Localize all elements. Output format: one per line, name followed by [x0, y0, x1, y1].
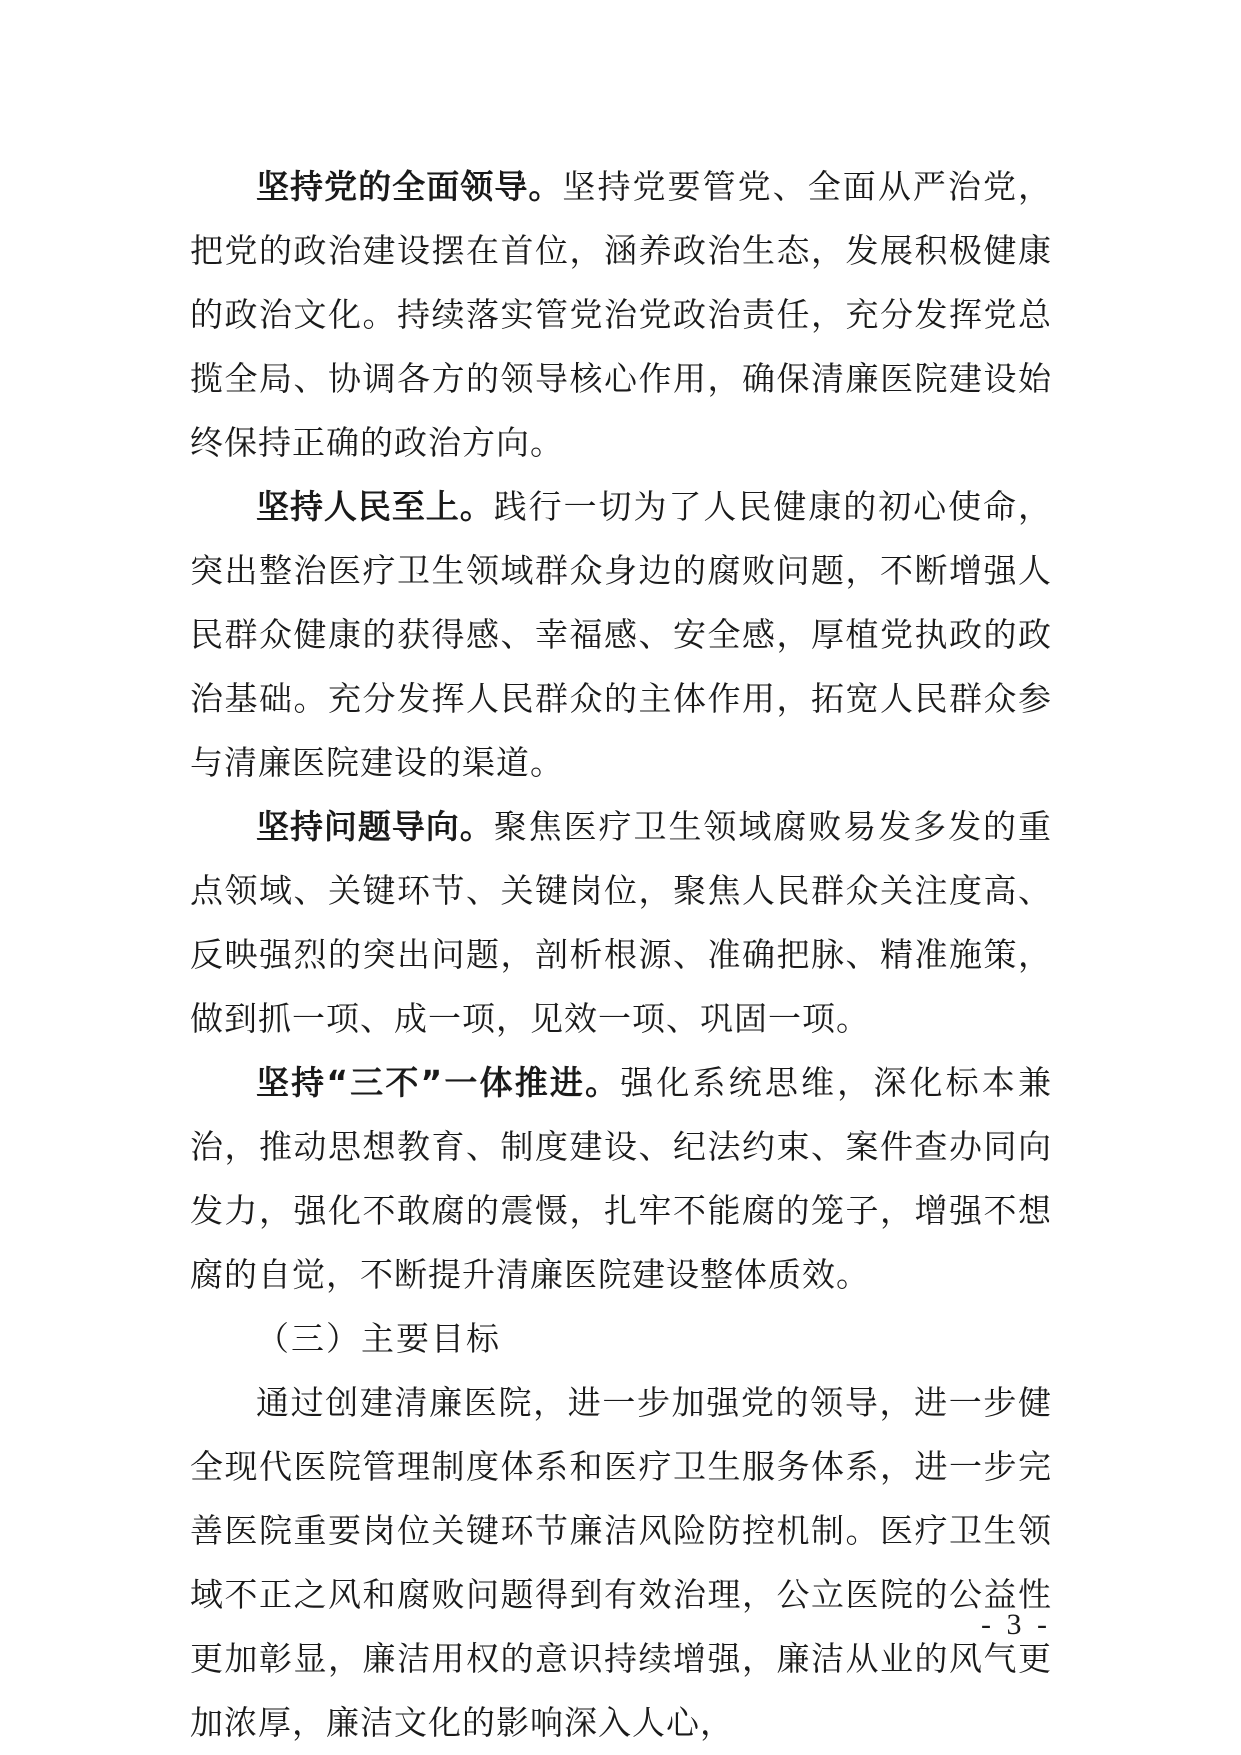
paragraph-party-leadership [190, 155, 1052, 475]
paragraph-problem-oriented [190, 795, 1052, 1051]
section-heading-main-goals: （三）主要目标 [256, 1319, 501, 1358]
paragraph-text: 坚持党要管党、全面从严治党，把党的政治建设摆在首位，涵养政治生态，发展积极健康的政治文化。持续落实管党治党政治责任，充分发挥党总揽全局、协调各方的领导核心作用，确保清廉医院建设始终保持正确的政治方向。 [190, 167, 1053, 462]
paragraph-lead: 坚持党的全面领导。 [256, 167, 563, 206]
paragraph-three-nots [190, 1051, 1052, 1307]
paragraph-text: 强化系统思维，深化标本兼治，推动思想教育、制度建设、纪法约束、案件查办同向发力，强化不敢腐的震慑，扎牢不能腐的笼子，增强不想腐的自觉，不断提升清廉医院建设整体质效。 [190, 1063, 1052, 1294]
document-body [190, 155, 1052, 1755]
paragraph-lead: 坚持问题导向。 [256, 807, 494, 846]
page-number: - 3 - [981, 1608, 1051, 1641]
paragraph-lead: 坚持“三不”一体推进。 [256, 1063, 621, 1102]
paragraph-text: 聚焦医疗卫生领域腐败易发多发的重点领域、关键环节、关键岗位，聚焦人民群众关注度高、反映强烈的突出问题，剖析根源、准确把脉、精准施策，做到抓一项、成一项，见效一项、巩固一项。 [190, 807, 1053, 1038]
paragraph-text: 践行一切为了人民健康的初心使命，突出整治医疗卫生领域群众身边的腐败问题，不断增强人民群众健康的获得感、幸福感、安全感，厚植党执政的政治基础。充分发挥人民群众的主体作用，拓宽人民群众参与清廉医院建设的渠道。 [190, 487, 1053, 782]
paragraph-lead: 坚持人民至上。 [256, 487, 494, 526]
paragraph-people-first [190, 475, 1052, 795]
paragraph-main-goals: 通过创建清廉医院，进一步加强党的领导，进一步健全现代医院管理制度体系和医疗卫生服务体系，进一步完善医院重要岗位关键环节廉洁风险防控机制。医疗卫生领域不正之风和腐败问题得到有效治理，公立医院的公益性更加彰显，廉洁用权的意识持续增强，廉洁从业的风气更加浓厚，廉洁文化的影响深入人心， [190, 1383, 1052, 1742]
